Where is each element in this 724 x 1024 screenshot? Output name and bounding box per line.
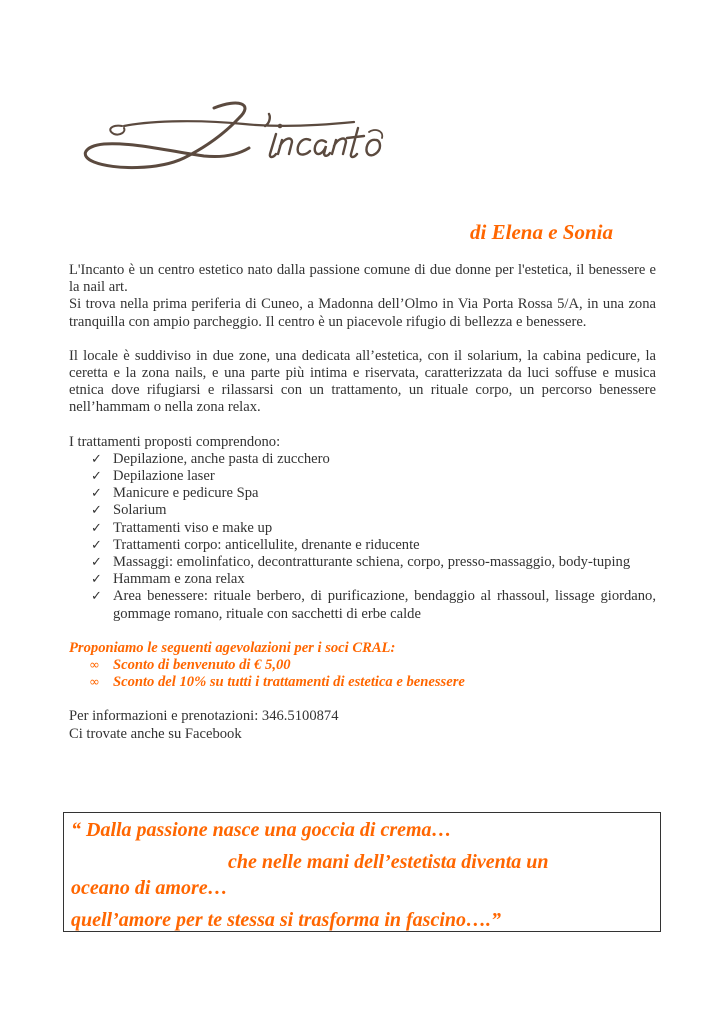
- treatments-list: [69, 451, 656, 623]
- checkmark-icon: ✓: [91, 572, 102, 588]
- list-item: ✓ Massaggi: emolinfatico, decontratturante schiena, corpo, presso-massaggio, body-tuping: [91, 554, 631, 571]
- list-item: ✓ Depilazione, anche pasta di zucchero: [91, 450, 330, 467]
- checkmark-icon: ✓: [91, 451, 102, 467]
- contact-info: Per informazioni e prenotazioni: 346.5100874: [69, 708, 339, 725]
- list-item: ✓ Area benessere: rituale berbero, di purificazione, bendaggio al rhassoul, lissage giordano, gommage romano, rituale con sacchetti di erbe calde: [91, 588, 656, 622]
- promo-title: Proponiamo le seguenti agevolazioni per i soci CRAL:: [69, 639, 396, 656]
- main-content: [69, 262, 656, 743]
- list-item: ∞ Sconto del 10% su tutti i trattamenti di estetica e benessere: [89, 674, 465, 691]
- quote-box: [63, 812, 661, 932]
- list-item: ✓ Hammam e zona relax: [91, 571, 245, 588]
- lincanto-logo-icon: [64, 96, 404, 186]
- quote-line-1: “ Dalla passione nasce una goccia di crema…: [71, 819, 452, 841]
- subtitle: di Elena e Sonia: [470, 220, 613, 244]
- checkmark-icon: ✓: [91, 537, 102, 553]
- intro-paragraph-1: L'Incanto è un centro estetico nato dalla passione comune di due donne per l'estetica, il benessere e la nail art.: [69, 262, 656, 296]
- quote-line-4: quell’amore per te stessa si trasforma in fascino….”: [71, 909, 502, 931]
- facebook-info: Ci trovate anche su Facebook: [69, 725, 242, 742]
- infinity-icon: ∞: [89, 675, 100, 691]
- checkmark-icon: ✓: [91, 555, 102, 571]
- checkmark-icon: ✓: [91, 486, 102, 502]
- checkmark-icon: ✓: [91, 503, 102, 519]
- checkmark-icon: ✓: [91, 520, 102, 536]
- quote-line-3: oceano di amore…: [71, 877, 228, 899]
- description-paragraph: Il locale è suddiviso in due zone, una dedicata all’estetica, con il solarium, la cabina pedicure, la ceretta e la zona nails, e una parte più intima e riservata, caratterizzata da luci soffuse e musica etnica dove rifugiarsi e rilassarsi con un trattamento, un rituale corpo, un percorso benessere nell’hammam o nella zona relax.: [69, 347, 656, 416]
- list-item: ✓ Solarium: [91, 502, 167, 519]
- list-item: ✓ Trattamenti corpo: anticellulite, drenante e riducente: [91, 536, 420, 553]
- list-item: ✓ Trattamenti viso e make up: [91, 519, 273, 536]
- checkmark-icon: ✓: [91, 469, 102, 485]
- list-item: ✓ Manicure e pedicure Spa: [91, 485, 259, 502]
- list-item: ∞ Sconto di benvenuto di € 5,00: [89, 657, 291, 674]
- infinity-icon: ∞: [89, 658, 100, 674]
- brand-logo: [64, 96, 404, 186]
- treatments-intro: I trattamenti proposti comprendono:: [69, 433, 281, 450]
- list-item: ✓ Depilazione laser: [91, 468, 215, 485]
- quote-line-2: che nelle mani dell’estetista diventa un: [228, 851, 549, 873]
- promo-list: [69, 657, 656, 691]
- intro-paragraph-2: Si trova nella prima periferia di Cuneo, a Madonna dell’Olmo in Via Porta Rossa 5/A, in una zona tranquilla con ampio parcheggio. Il centro è un piacevole rifugio di bellezza e benessere.: [69, 296, 656, 330]
- checkmark-icon: ✓: [91, 589, 102, 605]
